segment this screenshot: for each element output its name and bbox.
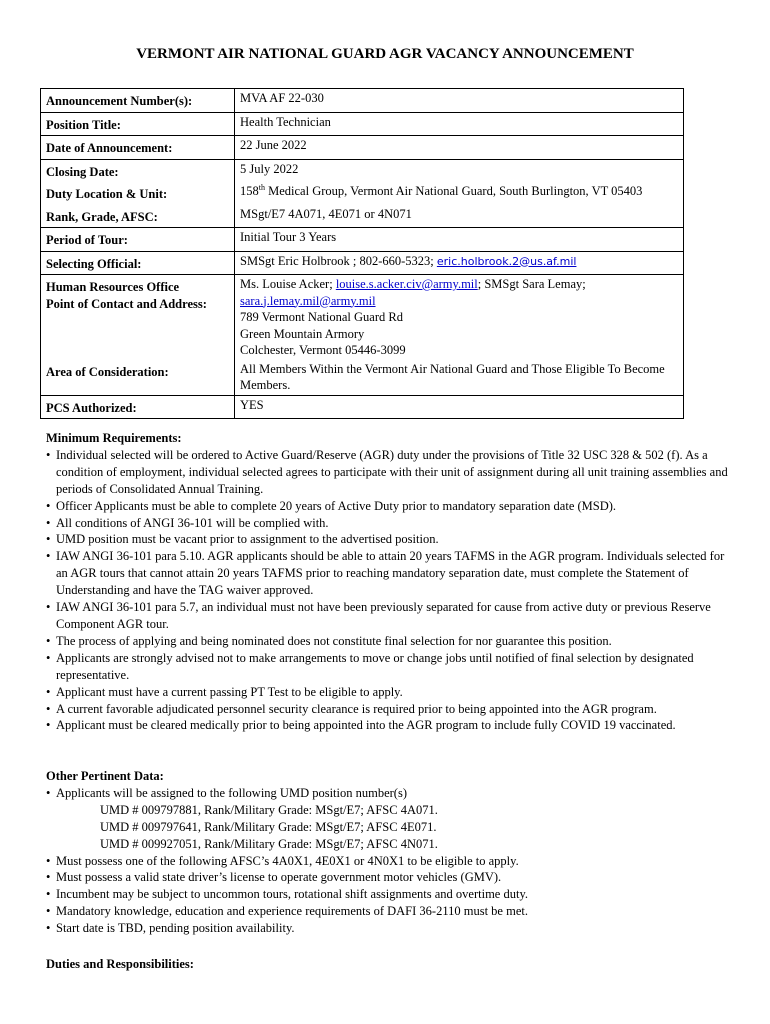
address-line-2: Green Mountain Armory: [240, 326, 365, 341]
other-pertinent-data-section: [46, 768, 736, 937]
lemay-email-line: [240, 293, 678, 310]
hr-contact-prefix: Ms. Louise Acker;: [240, 277, 336, 291]
rank-grade-value: MSgt/E7 4A071, 4E071 or 4N071: [235, 205, 684, 228]
table-row: [41, 205, 684, 228]
list-item: • Individual selected will be ordered to Active Guard/Reserve (AGR) duty under the provisions of Title 32 USC 328 & 502 (f). As a condition of employment, individual selected agrees to participate with their unit of assignment during all unit training assemblies and periods of Consolidated Annual Training.: [46, 447, 736, 498]
table-row: [41, 112, 684, 136]
table-row: [41, 136, 684, 160]
umd-position: UMD # 009927051, Rank/Military Grade: MSgt/E7; AFSC 4N071.: [100, 836, 438, 851]
other-pertinent-data-heading: Other Pertinent Data:: [46, 769, 164, 783]
rank-grade-label: Rank, Grade, AFSC:: [41, 205, 235, 228]
table-row: [41, 275, 684, 360]
list-item: • Mandatory knowledge, education and experience requirements of DAFI 36-2110 must be met.: [46, 903, 736, 920]
duty-unit-number: 158: [240, 184, 259, 198]
area-consideration-value: All Members Within the Vermont Air National Guard and Those Eligible To Become Members.: [235, 360, 684, 396]
closing-date-label: Closing Date:: [41, 159, 235, 182]
announcement-number-value: MVA AF 22-030: [235, 89, 684, 113]
list-item: [46, 785, 736, 853]
list-item: • IAW ANGI 36-101 para 5.7, an individual must not have been previously separated for cause from active duty or previous Reserve Component AGR tour.: [46, 599, 736, 633]
list-item: • Applicant must have a current passing PT Test to be eligible to apply.: [46, 684, 736, 701]
hr-contact-mid: ; SMSgt Sara Lemay;: [477, 277, 586, 291]
table-row: [41, 251, 684, 275]
tour-period-label: Period of Tour:: [41, 228, 235, 252]
hr-contact-value: [235, 275, 684, 360]
announcement-date-label: Date of Announcement:: [41, 136, 235, 160]
umd-intro: • Applicants will be assigned to the following UMD position number(s): [56, 785, 408, 800]
closing-date-value: 5 July 2022: [235, 159, 684, 182]
list-item: • UMD position must be vacant prior to assignment to the advertised position.: [46, 531, 736, 548]
page-title: VERMONT AIR NATIONAL GUARD AGR VACANCY ANNOUNCEMENT: [136, 46, 634, 62]
acker-email-link[interactable]: louise.s.acker.civ@army.mil: [335, 277, 478, 291]
list-item: • Officer Applicants must be able to complete 20 years of Active Duty prior to mandatory separation date (MSD).: [46, 498, 736, 515]
selecting-official-value: [235, 251, 684, 275]
announcement-number-label: Announcement Number(s):: [41, 89, 235, 113]
minimum-requirements-heading: Minimum Requirements:: [46, 431, 182, 445]
minimum-requirements-list: [46, 447, 736, 734]
table-row: [41, 395, 684, 419]
list-item: • Incumbent may be subject to uncommon tours, rotational shift assignments and overtime duty.: [46, 886, 736, 903]
list-item: • All conditions of ANGI 36-101 will be complied with.: [46, 515, 736, 532]
table-row: [41, 89, 684, 113]
list-item: • Must possess a valid state driver’s license to operate government motor vehicles (GMV).: [46, 869, 736, 886]
duty-unit-ordinal: th: [258, 182, 265, 192]
umd-position: UMD # 009797881, Rank/Military Grade: MSgt/E7; AFSC 4A071.: [100, 802, 438, 817]
announcement-info-table: [40, 88, 684, 419]
hr-contacts-line: [240, 276, 678, 293]
duties-section: [46, 956, 736, 973]
duty-location-value: [235, 182, 684, 205]
list-item: • Applicants are strongly advised not to make arrangements to move or change jobs until notified of final selection by designated representative.: [46, 650, 736, 684]
address-line-1: 789 Vermont National Guard Rd: [240, 310, 403, 324]
umd-position: UMD # 009797641, Rank/Military Grade: MSgt/E7; AFSC 4E071.: [100, 819, 437, 834]
announcement-date-value: 22 June 2022: [235, 136, 684, 160]
list-item: • A current favorable adjudicated personnel security clearance is required prior to being appointed into the AGR program.: [46, 701, 736, 718]
duties-heading: Duties and Responsibilities:: [46, 957, 194, 971]
area-consideration-label: Area of Consideration:: [41, 360, 235, 396]
minimum-requirements-section: [46, 430, 736, 734]
tour-period-value: Initial Tour 3 Years: [235, 228, 684, 252]
duty-location-text: Medical Group, Vermont Air National Guard, South Burlington, VT 05403: [264, 184, 643, 198]
list-item: • Applicant must be cleared medically prior to being appointed into the AGR program to include fully COVID 19 vaccinated.: [46, 717, 736, 734]
hr-contact-label: [41, 275, 235, 360]
lemay-email-link[interactable]: sara.j.lemay.mil@army.mil: [240, 293, 376, 308]
table-row: [41, 159, 684, 182]
hr-label-line2: Point of Contact and Address:: [46, 296, 207, 311]
list-item: • The process of applying and being nominated does not constitute final selection for nor guarantee this position.: [46, 633, 736, 650]
list-item: • Must possess one of the following AFSC’s 4A0X1, 4E0X1 or 4N0X1 to be eligible to apply.: [46, 853, 736, 870]
selecting-official-email-link[interactable]: eric.holbrook.2@us.af.mil: [436, 254, 577, 268]
pcs-authorized-value: YES: [235, 395, 684, 419]
address-line-3: Colchester, Vermont 05446-3099: [240, 343, 406, 357]
table-row: [41, 228, 684, 252]
selecting-official-label: Selecting Official:: [41, 251, 235, 275]
list-item: • IAW ANGI 36-101 para 5.10. AGR applicants should be able to attain 20 years TAFMS in the AGR program. Individuals selected for an AGR tours that cannot attain 20 years TAFMS prior to reaching mandatory separation date, must complete the Statement of Understanding and have the TAG waiver approved.: [46, 548, 736, 599]
hr-label-line1: Human Resources Office: [46, 280, 180, 294]
duty-location-label: Duty Location & Unit:: [41, 182, 235, 205]
position-title-value: Health Technician: [235, 112, 684, 136]
table-row: [41, 182, 684, 205]
table-row: [41, 360, 684, 396]
pcs-authorized-label: PCS Authorized:: [41, 395, 235, 419]
position-title-label: Position Title:: [41, 112, 235, 136]
other-pertinent-data-list: [46, 785, 736, 937]
list-item: • Start date is TBD, pending position availability.: [46, 920, 736, 937]
selecting-official-text: SMSgt Eric Holbrook ; 802-660-5323;: [240, 253, 437, 268]
